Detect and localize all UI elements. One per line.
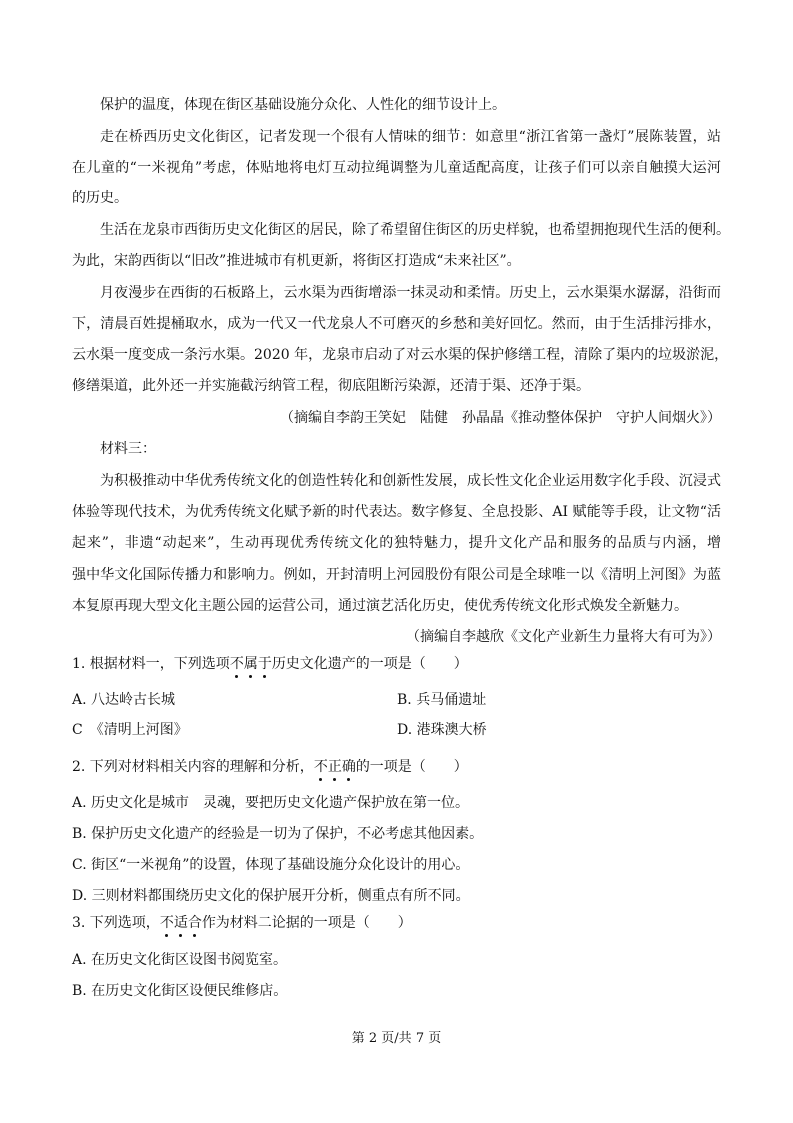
paragraph-line: 体验等现代技术，为优秀传统文化赋予新的时代表达。数字修复、全息投影、AI 赋能等手段，让文物“活 xyxy=(72,504,721,520)
paragraph-line: 为积极推动中华优秀传统文化的创造性转化和创新性发展，成长性文化企业运用数字化手段、沉浸式 xyxy=(100,473,721,489)
q2-option-a[interactable]: A. 历史文化是城市 灵魂，要把历史文化遗产保护放在第一位。 xyxy=(72,795,470,811)
q1-option-c[interactable]: C 《清明上河图》 xyxy=(72,722,188,738)
question-3-stem: 3. 下列选项，不适合作为材料二论据的一项是（ ） xyxy=(72,915,412,931)
paragraph-line: 起来”，非遗“动起来”，生动再现优秀传统文化的独特魅力，提升文化产品和服务的品质与内涵，增 xyxy=(72,535,721,551)
paragraph-line: 本复原再现大型文化主题公园的运营公司，通过演艺活化历史，使优秀传统文化形式焕发全新魅力。 xyxy=(72,598,688,614)
question-1-stem: 1. 根据材料一，下列选项不属于历史文化遗产的一项是（ ） xyxy=(72,656,468,672)
q3-option-a[interactable]: A. 在历史文化街区设图书阅览室。 xyxy=(72,952,288,968)
q3-option-b[interactable]: B. 在历史文化街区设便民维修店。 xyxy=(72,983,288,999)
paragraph-line: 修缮渠道，此外还一并实施截污纳管工程，彻底阻断污染源，还清于渠、还净于渠。 xyxy=(72,378,590,394)
paragraph-line: 的历史。 xyxy=(72,190,128,206)
emphasis-char: 不 xyxy=(313,759,328,775)
emphasis-char: 不 xyxy=(229,656,244,672)
q2-option-d[interactable]: D. 三则材料都围绕历史文化的保护展开分析，侧重点有所不同。 xyxy=(72,888,470,904)
paragraph-line: 云水渠一度变成一条污水渠。2020 年，龙泉市启动了对云水渠的保护修缮工程，清除了渠内的垃圾淤泥， xyxy=(72,347,729,363)
paragraph-line: 走在桥西历史文化街区，记者发现一个很有人情味的细节：如意里“浙江省第一盏灯”展陈装置，站 xyxy=(100,129,721,145)
emphasis-char: 正 xyxy=(327,759,342,775)
source-attribution: （摘编自李越欣《文化产业新生力量将大有可为》） xyxy=(406,629,721,645)
page-footer: 第 2 页/共 7 页 xyxy=(351,1031,442,1046)
paragraph-line: 下，清晨百姓提桶取水，成为一代又一代龙泉人不可磨灭的乡愁和美好回忆。然而，由于生活排污排水， xyxy=(72,316,721,332)
q1-option-a[interactable]: A. 八达岭古长城 xyxy=(72,692,176,708)
question-2-stem: 2. 下列对材料相关内容的理解和分析，不正确的一项是（ ） xyxy=(72,759,468,775)
paragraph-line: 月夜漫步在西街的石板路上，云水渠为西街增添一抹灵动和柔情。历史上，云水渠渠水潺潺，沿街而 xyxy=(100,285,721,301)
paragraph-line: 生活在龙泉市西街历史文化街区的居民，除了希望留住街区的历史样貌，也希望拥抱现代生活的便利。 xyxy=(100,222,730,238)
paragraph-line: 保护的温度，体现在街区基础设施分众化、人性化的细节设计上。 xyxy=(100,97,506,113)
emphasis-char: 适 xyxy=(173,915,188,931)
source-attribution: （摘编自李韵王笑妃 陆健 孙晶晶《推动整体保护 守护人间烟火》） xyxy=(280,410,721,426)
material-label: 材料三： xyxy=(100,441,156,457)
paragraph-line: 为此，宋韵西街以“旧改”推进城市有机更新，将街区打造成“未来社区”。 xyxy=(72,253,521,269)
paragraph-line: 强中华文化国际传播力和影响力。例如，开封清明上河园股份有限公司是全球唯一以《清明上河图》为蓝 xyxy=(72,567,721,583)
q1-option-b[interactable]: B. 兵马俑遗址 xyxy=(397,692,487,708)
emphasis-char: 于 xyxy=(257,656,272,672)
paragraph-line: 在儿童的“一米视角”考虑，体贴地将电灯互动拉绳调整为儿童适配高度，让孩子们可以亲自触摸大运河 xyxy=(72,160,721,176)
emphasis-char: 不 xyxy=(159,915,174,931)
q2-option-b[interactable]: B. 保护历史文化遗产的经验是一切为了保护，不必考虑其他因素。 xyxy=(72,826,484,842)
emphasis-char: 合 xyxy=(187,915,202,931)
q2-option-c[interactable]: C. 街区“一米视角”的设置，体现了基础设施分众化设计的用心。 xyxy=(72,857,470,873)
emphasis-char: 确 xyxy=(341,759,356,775)
q1-option-d[interactable]: D. 港珠澳大桥 xyxy=(397,722,487,738)
emphasis-char: 属 xyxy=(243,656,258,672)
